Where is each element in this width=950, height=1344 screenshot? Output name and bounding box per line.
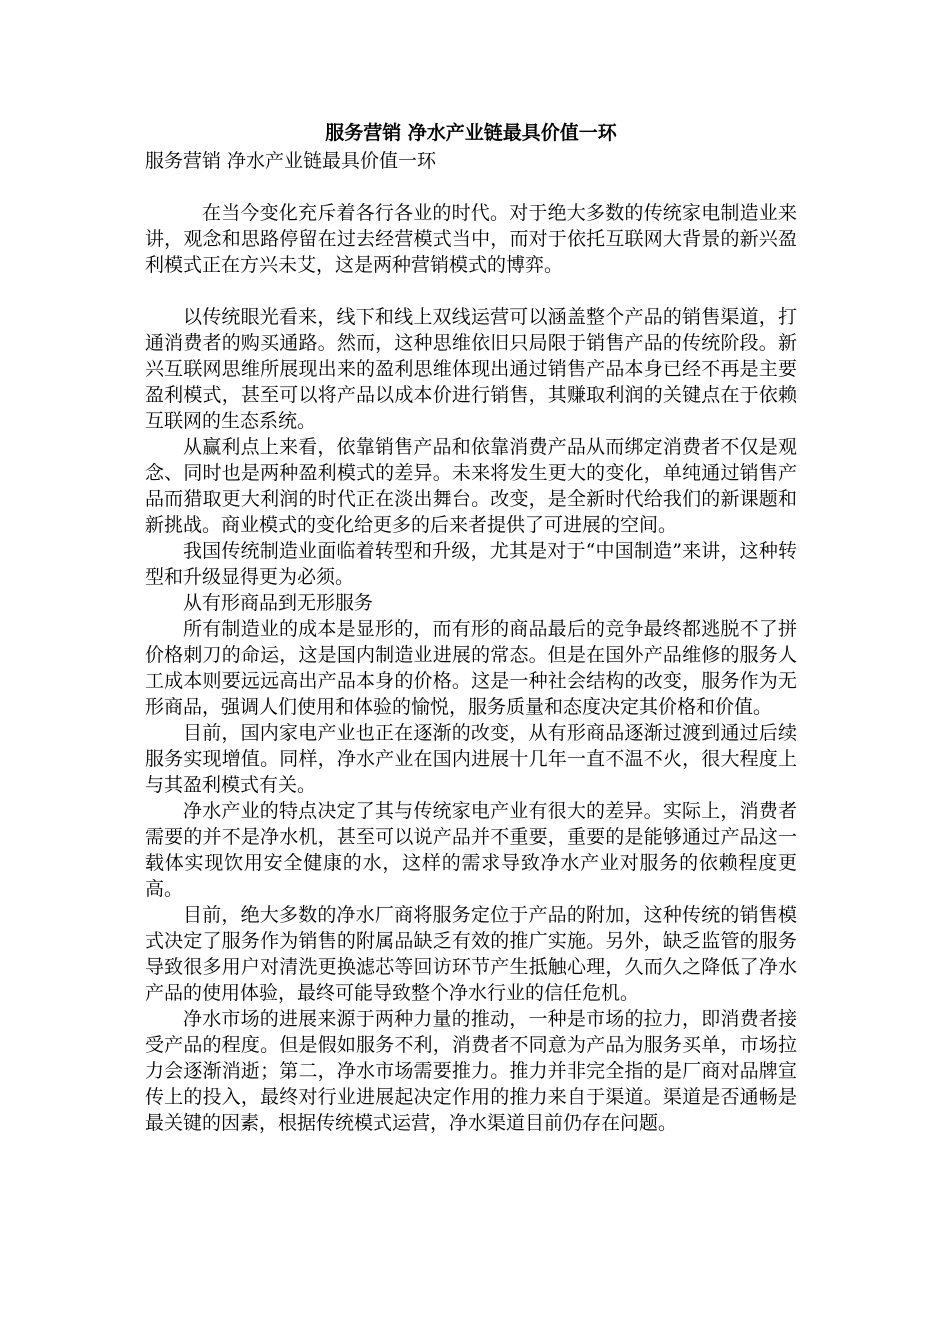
section-heading: 从有形商品到无形服务 bbox=[183, 592, 374, 614]
body-paragraph: 以传统眼光看来，线下和线上双线运营可以涵盖整个产品的销售渠道，打通消费者的购买通路。然而，这种思维依旧只局限于销售产品的传统阶段。新兴互联网思维所展现出来的盈利思维体现出通过销售产品本身已经不再是主要盈利模式，甚至可以将产品以成本价进行销售，其赚取利润的关键点在于依赖互联网的生态系统。 bbox=[145, 306, 797, 432]
body-paragraph: 我国传统制造业面临着转型和升级，尤其是对于“中国制造”来讲，这种转型和升级显得更为必须。 bbox=[145, 540, 797, 588]
section-paragraph: 目前，绝大多数的净水厂商将服务定位于产品的附加，这种传统的销售模式决定了服务作为销售的附属品缺乏有效的推广实施。另外，缺乏监管的服务导致很多用户对清洗更换滤芯等回访环节产生抵触心理，久而久之降低了净水产品的使用体验，最终可能导致整个净水行业的信任危机。 bbox=[145, 904, 797, 1004]
section-paragraph: 净水产业的特点决定了其与传统家电产业有很大的差异。实际上，消费者需要的并不是净水机，甚至可以说产品并不重要，重要的是能够通过产品这一载体实现饮用安全健康的水，这样的需求导致净水产业对服务的依赖程度更高。 bbox=[145, 800, 797, 900]
document-title: 服务营销 净水产业链最具价值一环 bbox=[325, 122, 617, 144]
intro-paragraph: 在当今变化充斥着各行各业的时代。对于绝大多数的传统家电制造业来讲，观念和思路停留在过去经营模式当中，而对于依托互联网大背景的新兴盈利模式正在方兴未艾，这是两种营销模式的博弈。 bbox=[145, 202, 797, 276]
section-paragraph: 目前，国内家电产业也正在逐渐的改变，从有形商品逐渐过渡到通过后续服务实现增值。同样，净水产业在国内进展十几年一直不温不火，很大程度上与其盈利模式有关。 bbox=[145, 722, 797, 796]
body-paragraph: 从赢利点上来看，依靠销售产品和依靠消费产品从而绑定消费者不仅是观念、同时也是两种盈利模式的差异。未来将发生更大的变化，单纯通过销售产品而猎取更大利润的时代正在淡出舞台。改变，是全新时代给我们的新课题和新挑战。商业模式的变化给更多的后来者提供了可进展的空间。 bbox=[145, 436, 797, 536]
document-page bbox=[145, 118, 797, 1136]
document-subtitle: 服务营销 净水产业链最具价值一环 bbox=[145, 150, 437, 172]
section-paragraph: 净水市场的进展来源于两种力量的推动，一种是市场的拉力，即消费者接受产品的程度。但是假如服务不利，消费者不同意为产品为服务买单，市场拉力会逐渐消逝；第二，净水市场需要推力。推力并非完全指的是厂商对品牌宣传上的投入，最终对行业进展起决定作用的推力来自于渠道。渠道是否通畅是最关键的因素，根据传统模式运营，净水渠道目前仍存在问题。 bbox=[145, 1008, 797, 1134]
section-paragraph: 所有制造业的成本是显形的，而有形的商品最后的竞争最终都逃脱不了拼价格刺刀的命运，这是国内制造业进展的常态。但是在国外产品维修的服务人工成本则要远远高出产品本身的价格。这是一种社会结构的改变，服务作为无形商品，强调人们使用和体验的愉悦，服务质量和态度决定其价格和价值。 bbox=[145, 618, 797, 718]
